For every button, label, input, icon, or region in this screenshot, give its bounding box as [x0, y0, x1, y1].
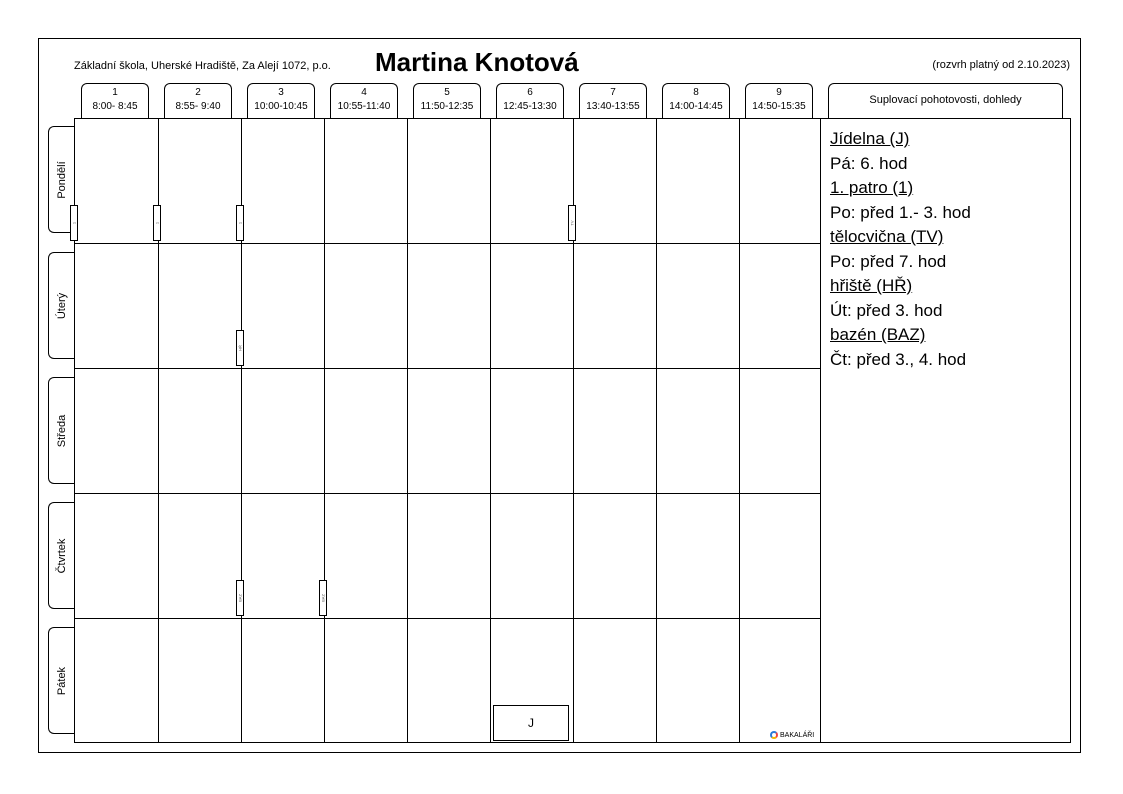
period-tab-7 [579, 83, 647, 118]
marker-label: BAZ [320, 594, 326, 602]
timetable-grid [71, 118, 821, 743]
period-time: 8:00- 8:45 [92, 101, 138, 112]
grid-column-divider [490, 119, 491, 742]
period-number: 1 [112, 87, 118, 98]
period-number: 3 [278, 87, 284, 98]
period-tab-5 [413, 83, 481, 118]
grid-row-divider [75, 493, 820, 494]
marker-label: 1 [237, 221, 243, 225]
day-tab-friday [48, 627, 74, 734]
duty-marker-thu-4 [319, 580, 327, 616]
duty-place: 1. patro (1) [830, 178, 914, 197]
period-number: 2 [195, 87, 201, 98]
lunch-duty-box: J [493, 705, 569, 741]
grid-row-divider [75, 618, 820, 619]
period-time: 14:00-14:45 [669, 101, 723, 112]
logo-text: BAKALÁŘI [780, 731, 815, 739]
grid-column-divider [739, 119, 740, 742]
period-time: 12:45-13:30 [503, 101, 557, 112]
period-number: 6 [527, 87, 533, 98]
period-number: 9 [776, 87, 782, 98]
bakalari-logo-icon [770, 731, 778, 739]
bakalari-logo [770, 731, 814, 739]
teacher-name: Martina Knotová [375, 47, 579, 77]
school-name: Základní škola, Uherské Hradiště, Za Alejí 1072, p.o. [74, 60, 331, 72]
grid-row-divider [75, 368, 820, 369]
duty-marker-thu-3 [236, 580, 244, 616]
period-tab-6 [496, 83, 564, 118]
day-label: Pondělí [55, 160, 68, 199]
period-time: 10:55-11:40 [337, 101, 391, 112]
day-label: Úterý [55, 292, 68, 319]
day-label: Čtvrtek [55, 538, 68, 573]
period-number: 4 [361, 87, 367, 98]
marker-label: BAZ [237, 594, 243, 602]
duty-time: Pá: 6. hod [830, 153, 908, 173]
period-tab-3 [247, 83, 315, 118]
duty-marker-mon-7 [568, 205, 576, 241]
period-tab-4 [330, 83, 398, 118]
duty-place: bazén (BAZ) [830, 325, 926, 344]
duty-time: Čt: před 3., 4. hod [830, 349, 967, 369]
day-tab-tuesday [48, 252, 74, 359]
grid-row-divider [75, 243, 820, 244]
validity-note: (rozvrh platný od 2.10.2023) [932, 59, 1070, 71]
day-tab-thursday [48, 502, 74, 609]
day-label: Středa [55, 414, 68, 447]
duty-panel [821, 118, 1071, 743]
period-number: 7 [610, 87, 616, 98]
marker-label: HŘ [237, 345, 243, 351]
period-time: 8:55- 9:40 [175, 101, 221, 112]
period-tab-8 [662, 83, 730, 118]
day-label: Pátek [55, 666, 68, 695]
marker-label: 1 [154, 221, 160, 225]
period-time: 10:00-10:45 [254, 101, 308, 112]
period-number: 5 [444, 87, 450, 98]
duty-place: tělocvična (TV) [830, 227, 944, 246]
duty-time: Po: před 1.- 3. hod [830, 202, 971, 222]
grid-column-divider [407, 119, 408, 742]
duty-time: Po: před 7. hod [830, 251, 947, 271]
period-number: 8 [693, 87, 699, 98]
duty-place: Jídelna (J) [830, 129, 910, 148]
grid-column-divider [656, 119, 657, 742]
duty-marker-mon-3 [236, 205, 244, 241]
duty-time: Út: před 3. hod [830, 300, 943, 320]
duty-marker-mon-1 [70, 205, 78, 241]
marker-label: TV [569, 220, 575, 226]
period-tab-2 [164, 83, 232, 118]
period-time: 14:50-15:35 [752, 101, 806, 112]
marker-label: 1 [71, 221, 77, 225]
grid-column-divider [324, 119, 325, 742]
duty-place: hřiště (HŘ) [830, 276, 913, 295]
period-tab-9 [745, 83, 813, 118]
duty-marker-tue-3 [236, 330, 244, 366]
period-tab-1 [81, 83, 149, 118]
period-time: 11:50-12:35 [420, 101, 474, 112]
duty-header-tab: Suplovací pohotovosti, dohledy [828, 83, 1063, 118]
duty-marker-mon-2 [153, 205, 161, 241]
period-time: 13:40-13:55 [586, 101, 640, 112]
day-tab-wednesday [48, 377, 74, 484]
